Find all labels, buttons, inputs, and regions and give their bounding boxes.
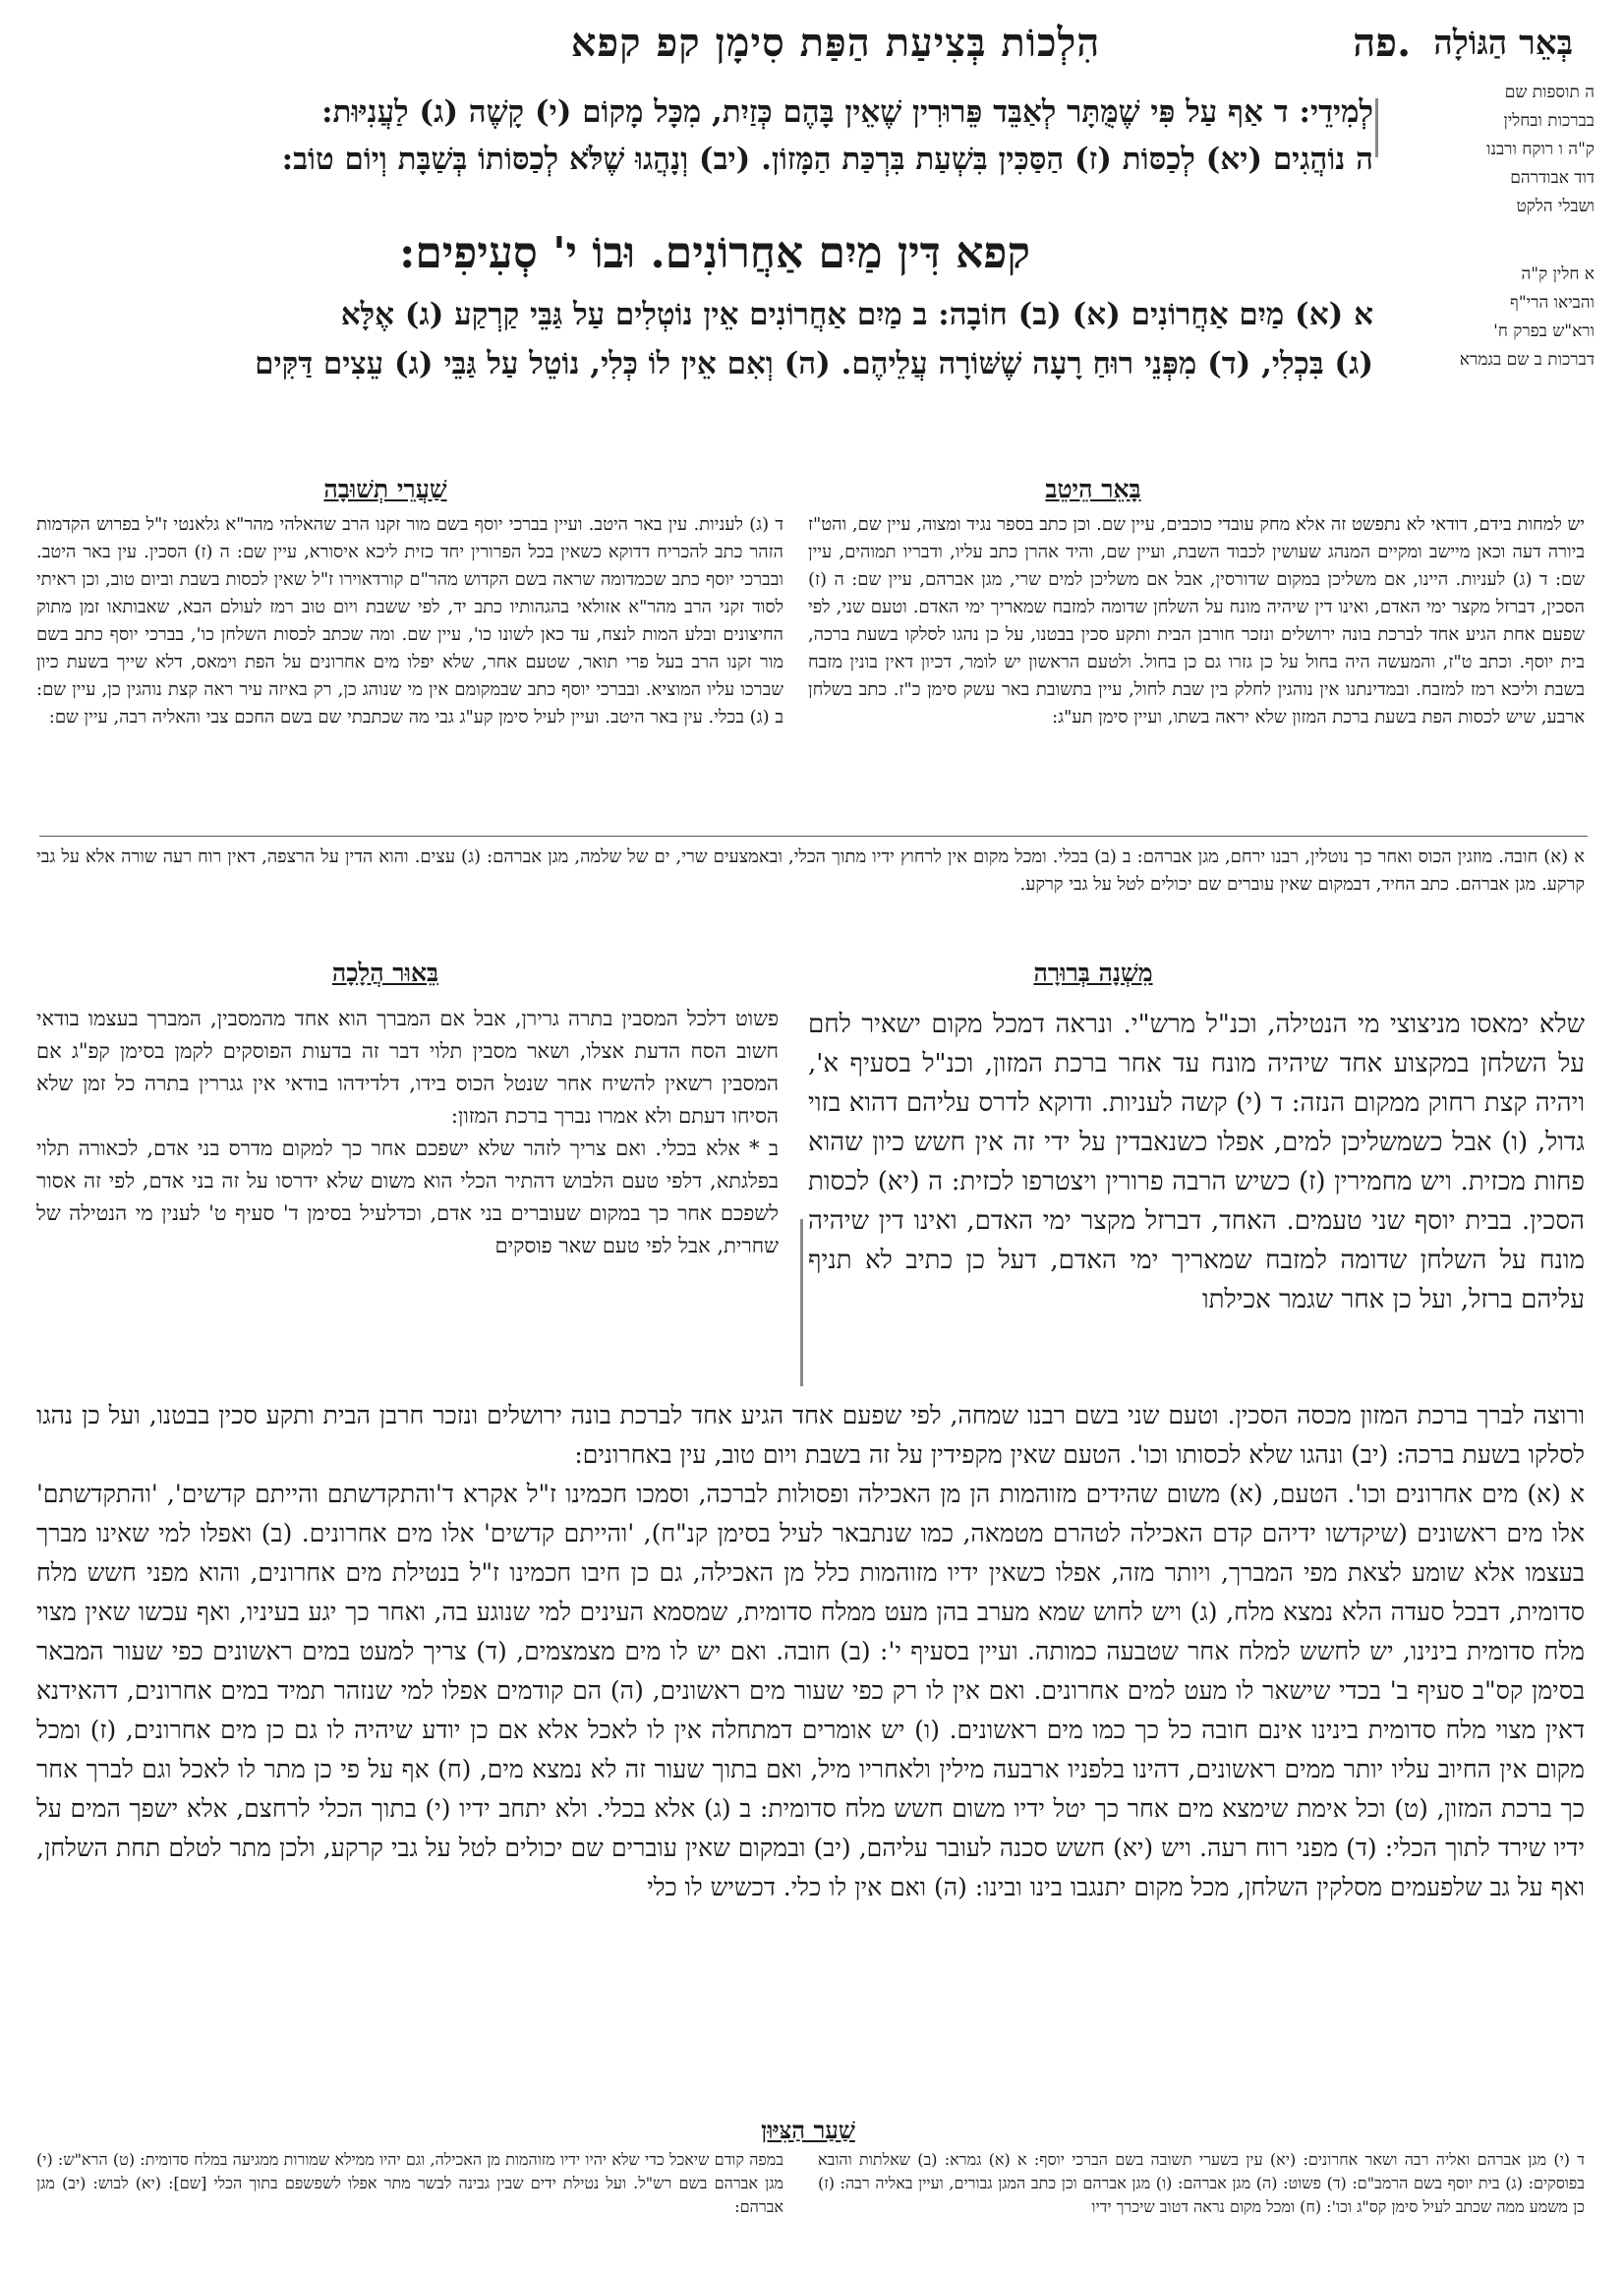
shaarei-teshuva-text: ד (ג) לעניות. עין באר היטב. ועיין בברכי יוסף בשם מור זקנו הרב שהאלהי מהר"א גלאנטי ז"ל בפרוש הקדמות הזהר כתב להכריח דדוקא כשאין בכל הפרורין יחד כזית ליכא איסורא, עיין שם: ה (ז) הסכין. עין באר היטב. ובברכי יוסף כתב שכמדומה שראה בשם הקדוש מהר"ם קורדאוירו ז"ל שאין לכסות בשבת וביום טוב, וכן ראיתי לסוד זקני הרב מהר"א אזולאי בהגהותיו כתב יד, לפי ששבת ויום טוב רמז לעולם הבא, שאבותאו זמן מתוק החיצונים ובלע המות לנצח, עד כאן לשונו כו', עיין שם. ומה שכתב לכסות השלחן כו', בברכי יוסף כתב בשם מור זקנו הרב בעל פרי תואר, שטעם אחר, שלא יפלו מים אחרונים על הפת וימאס, דלא שייך בשעת כיון שברכו עליו המוציא. ובברכי יוסף כתב שבמקומם אין מי שנוהג כן, רק באיזה עיר ראה קצת נוהגין כן, עיין שם: ב (ג) בכלי. עין באר היטב. ועיין לעיל סימן קע"ג גבי מה שכתבתי שם בשם החכם צבי והאליה רבה, עיין שם: [36,514,783,728]
shulchan-aruch-text [56,88,1373,183]
side-note: דוד אבודרהם [1510,168,1595,188]
margin-marker [1375,98,1378,157]
shaar-hatziyun-right: ד (י) מגן אברהם ואליה רבה ושאר אחרונים: (יא) עין בשערי תשובה בשם הברכי יוסף: א (א) גמרא: (ב) שאלתות והובא בפוסקים: (ג) בית יוסף בשם הרמב"ם: (ד) פשוט: (ה) מגן אברהם: (ו) מגן אברהם וכן כתב המגן גבורים, ועיין באליה רבה: (ז) כן משמע ממה שכתב לעיל סימן קס"ג וכו': (ח) ומכל מקום נראה דטוב שיכרך ידיו [818,2150,1585,2216]
main-line: ה נוֹהֲגִים (יא) לְכַסּוֹת (ז) הַסַּכִּין בִּשְׁעַת בִּרְכַּת הַמָּזוֹן. (יב) וְנָהֲגוּ שֶׁלֹּא לְכַסּוֹתוֹ בְּשַׁבָּת וְיוֹם טוֹב: [281,142,1373,177]
divider [39,836,1588,837]
side-note: דברכות ב שם בגמרא [1459,350,1595,370]
running-title: הִלְכוֹת בְּצִיעַת הַפַּת סִימָן קפ קפא [570,20,1101,66]
beer-heitev-continued: א (א) חובה. מוזגין הכוס ואחר כך נוטלין, רבנו ירחם, מגן אברהם: ב (ב) בכלי. ומכל מקום אין לרחוץ ידיו מתוך הכלי, ובאמצעים שרי, ים של שלמה, מגן אברהם: (ג) עצים. והוא הדין על הרצפה, דאין רוח רעה שורה אלא על גבי קרקע. מגן אברהם. כתב החיד, דבמקום שאין עוברים שם יכולים לטל על גבי קרקע. [36,846,1585,895]
siman-heading: קפא דִּין מַיִם אַחֲרוֹנִים. וּבוֹ י' סְעִיפִים: [399,228,1030,278]
mishnah-berurah-text: שלא ימאסו מניצוצי מי הנטילה, וכנ"ל מרש"י. ונראה דמכל מקום ישאיר לחם על השלחן במקצוע אחד שיהיה מונח עד אחר ברכת המזון, וכנ"ל בסעיף א', ויהיה קצת רחוק ממקום הנזה: ד (י) קשה לעניות. ודוקא לדרס עליהם דהוא בזוי גדול, (ו) אבל כשמשליכן למים, אפלו כשנאבדין על ידי זה אין חשש כיון שהוא פחות מכזית. ויש מחמירין (ז) כשיש הרבה פרורין ויצטרפו לכזית: ה (יא) לכסות הסכין. בבית יוסף שני טעמים. האחד, דברזל מקצר ימי האדם, ואינו דין שיהיה מונח על השלחן שדומה למזבח שמאריך ימי האדם, דעל כן כתיב לא תניף עליהם ברזל, ועל כן אחר שגמר אכילתו [808,1010,1585,1314]
mishnah-berurah-title: מִשְׁנָה בְּרוּרָה [1033,959,1153,987]
beer-heitev-text: יש למחות בידם, דודאי לא נתפשט זה אלא מחק עובדי כוכבים, עיין שם. וכן כתב בספר נגיד ומצוה, עיין שם, והט"ז ביורה דעה וכאן מיישב ומקיים המנהג שעושין לכבוד השבת, ועיין שם, והיד אהרן כתב עליו, ודבריו תמוהים, עיין שם: ד (ג) לעניות. היינו, אם משליכן במקום שדורסין, אבל אם משליכן למים שרי, מגן אברהם, עיין שם: ה (ז) הסכין, דברזל מקצר ימי האדם, ואינו דין שיהיה מונח על השלחן שדומה למזבח שמאריך ימי האדם. וטעם שני, לפי שפעם אחת הגיע אחד לברכת בונה ירושלים ונזכר חורבן הבית ותקע סכין בבטנו, על כן נהגו לסלקו בשעת ברכה, בית יוסף. וכתב ט"ז, והמעשה היה בחול על כן גזרו גם כן בחול. ולטעם הראשון יש לומר, דכיון דאין בונין מזבח בשבת וליכא רמז למזבח. ובמדינתנו אין נוהגין לחלק בין שבת לחול, עיין בתשובת באר עשק סימן כ"ז. כתב בשלחן ארבע, שיש לכסות הפת בשעת ברכת המזון שלא יראה בשתו, ועיין סימן תע"ג: [808,514,1585,728]
margin-marker [800,1219,803,1386]
side-note: ושבלי הלקט [1516,197,1595,216]
shaar-hatziyun-title: שַׁעַר הַצִּיּוּן [761,2116,855,2144]
biur-halacha-title: בֵּאוּר הֲלָכָה [331,959,439,987]
side-note: א חלין ק"ה [1521,264,1595,284]
biur-halacha-text [36,1003,779,1396]
side-note: ורא"ש בפרק ח' [1493,321,1595,341]
beer-hagolah-column [1398,79,1595,375]
side-note: בברכות ובחלין [1503,111,1595,131]
main-line: לְמִידֵי: ד אַף עַל פִּי שֶׁמֻּתָּר לְאַבֵּד פֵּרוּרִין שֶׁאֵין בָּהֶם כְּזַיִת, מִכָּל מָקוֹם (י) קָשֶׁה (ג) לַעֲנִיּוּת: [321,94,1373,130]
side-note: ה תוספות שם [1504,83,1595,102]
beer-heitev-title: בָּאֵר הֵיטֵב [1045,475,1141,503]
shaar-hatziyun-left: במפה קודם שיאכל כדי שלא יהיו ידיו מזוהמות מן האכילה, וגם יהיו ממילא שמורות ממגיעה במלח סדומית: (ט) הרא"ש: (י) מגן אברהם בשם רש"ל. ועל נטילת ידים שבין גבינה לבשר מתר אפלו לשפשפם בתוך הכלי [שם]: (יא) לבוש: (יב) מגן אברהם: [36,2150,783,2216]
page-number: פה. [1353,20,1411,66]
main-line: (ג) בִּכְלִי, (ד) מִפְּנֵי רוּחַ רָעָה שֶׁשּׁוֹרָה עֲלֵיהֶם. (ה) וְאִם אֵין לוֹ כְּלִי, נוֹטֵל עַל גַּבֵּי (ג) עֵצִים דַּקִּים [255,346,1373,381]
mishnah-berurah-paragraph: א (א) מים אחרונים וכו'. הטעם, (א) משום שהידים מזוהמות הן מן האכילה ופסולות לברכה, וסמכו חכמינו ז"ל אקרא ד'והתקדשתם והייתם קדשים', 'והתקדשתם' אלו מים ראשונים (שיקדשו ידיהם קדם האכילה לטהרם מטמאה, כמו שנתבאר לעיל בסימן קנ"ח), 'והייתם קדשים' אלו מים אחרונים. (ב) ואפלו למי שאינו מברך בעצמו אלא שומע לצאת מפי המברך, ויותר מזה, אפלו כשאין ידיו מזוהמות כלל מן האכילה, גם כן חיבו חכמינו ז"ל בנטילת מים אחרונים, והוא מפני חשש מלח סדומית, דבכל סעדה הלא נמצא מלח, (ג) ויש לחוש שמא מערב בהן מעט ממלח סדומית, שמסמא העינים למי שנוגע בה, ואחר כך יגע בעיניו, ואף עכשו שאין מצוי מלח סדומית בינינו, יש לחשש למלח אחר שטבעה כמותה. ועיין בסעיף י': (ב) חובה. ואם יש לו מים מצמצמים, (ד) צריך למעט במים ראשונים כפי שעור המבאר בסימן קס"ב סעיף ב' בכדי שישאר לו מעט למים אחרונים. ואם אין לו רק כפי שעור מים ראשונים, (ה) הם קודמים אפלו למי שנזהר תמיד במים אחרונים, דהאידנא דאין מצוי מלח סדומית בינינו אינם חובה כל כך כמו מים ראשונים. (ו) יש אומרים דמתחלה אין לו לאכל אלא אם כן יודע שיהיה לו גם כן מים אחרונים, (ז) ומכל מקום אין החיוב עליו יותר ממים ראשונים, דהינו בלפניו ארבעה מילין ולאחריו מיל, ואם בתוך שעור זה לא נמצא מים, (ח) אף על פי כן מתר לו לאכל וגם לברך אחר כך ברכת המזון, (ט) וכל אימת שימצא מים אחר כך יטל ידיו משום חשש מלח סדומית: ב (ג) אלא בכלי. ולא יתחב ידיו (י) בתוך הכלי לרחצם, אלא ישפך המים על ידיו שירד לתוך הכלי: (ד) מפני רוח רעה. ויש (יא) חשש סכנה לעובר עליהם, (יב) ובמקום שאין עוברים שם יכולים לטל על גבי קרקע, ולכן מתר לטלם תחת השלחן, ואף על גב שלפעמים מסלקין השלחן, מכל מקום יתנגבו בינו ובינו: (ה) ואם אין לו כלי. דכשיש לו כלי [36,1480,1585,1901]
page-header [59,14,1573,73]
shaarei-teshuva-title: שַׁעֲרֵי תְשׁוּבָה [323,475,447,503]
biur-halacha-paragraph: ב * אלא בכלי. ואם צריך לזהר שלא ישפכם אחר כך למקום מדרס בני אדם, לכאורה תלוי בפלגתא, דלפי טעם הלבוש דהתיר הכלי הוא משום שלא ידרסו על זה בני אדם, לפי זה אסור לשפכם אחר כך במקום שעוברים בני אדם, וכדלעיל בסימן ד' סעיף ט' לענין מי הנטילה של שחרית, אבל לפי טעם שאר פוסקים [36,1137,779,1257]
side-note: והביאו הרי"ף [1510,293,1595,313]
mishnah-berurah-paragraph: ורוצה לברך ברכת המזון מכסה הסכין. וטעם שני בשם רבנו שמחה, לפי שפעם אחד הגיע אחד לברכת בונה ירושלים ונזכר חרבן הבית ותקע סכין בבטנו, ועל כן נהגו לסלקו בשעת ברכה: (יב) ונהגו שלא לכסותו וכו'. הטעם שאין מקפידין על זה בשבת ויום טוב, עין באחרונים: [36,1401,1585,1469]
seif-text [56,290,1373,388]
mishnah-berurah-continued [36,1396,1585,2207]
side-note: ק"ה ו רוקח ורבנו [1486,140,1595,159]
biur-halacha-paragraph: פשוט דלכל המסבין בתרה גרירן, אבל אם המברך הוא אחד מהמסבין, המברך בעצמו בודאי חשוב הסח הדעת אצלו, ושאר מסבין תלוי דבר זה בדעות הפוסקים לקמן בסימן קפ"ג אם המסבין רשאין להשיח אחר שנטל הכוס בידו, דלדידהו בודאי אין גגררין בתרה כל זמן שלא הסיחו דעתם ולא אמרו נברך ברכת המזון: [36,1007,779,1128]
side-column-title: בְּאֵר הַגּוֹלָה [1433,24,1573,63]
main-line: א (א) מַיִם אַחֲרוֹנִים (א) (ב) חוֹבָה: ב מַיִם אַחֲרוֹנִים אֵין נוֹטְלִים עַל גַּבֵּי קַרְקַע (ג) אֶלָּא [340,297,1373,332]
